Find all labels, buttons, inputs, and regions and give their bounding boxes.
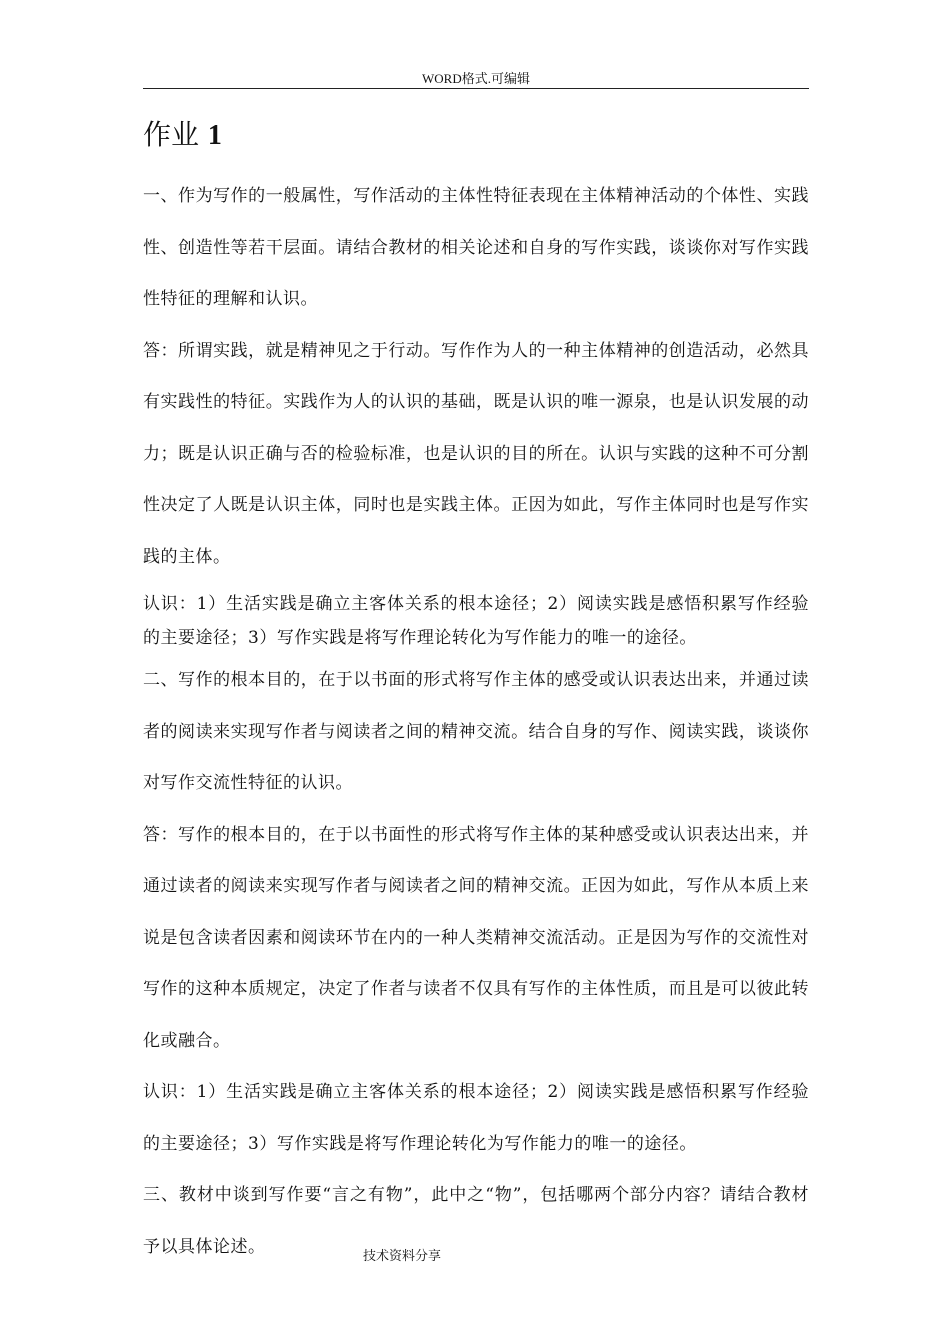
answer-2: 答：写作的根本目的，在于以书面性的形式将写作主体的某种感受或认识表达出来，并通过读者的阅读来实现写作者与阅读者之间的精神交流。正因为如此，写作从本质上来说是包含读者因素和阅读环节在内的一种人类精神交流活动。正是因为写作的交流性对写作的这种本质规定，决定了作者与读者不仅具有写作的主体性质，而且是可以彼此转化或融合。	[143, 824, 809, 1051]
understanding-2: 认识：1）生活实践是确立主客体关系的根本途径；2）阅读实践是感悟积累写作经验的主要途径；3）写作实践是将写作理论转化为写作能力的唯一的途径。	[143, 1082, 809, 1154]
page-title	[143, 110, 809, 161]
title-number: 1	[207, 120, 222, 151]
understanding-1: 认识：1）生活实践是确立主客体关系的根本途径；2）阅读实践是感悟积累写作经验的主要途径；3）写作实践是将写作理论转化为写作能力的唯一的途径。	[143, 594, 809, 648]
page-footer	[0, 1248, 804, 1266]
question-2: 二、写作的根本目的，在于以书面的形式将写作主体的感受或认识表达出来，并通过读者的阅读来实现写作者与阅读者之间的精神交流。结合自身的写作、阅读实践，谈谈你对写作交流性特征的认识。	[143, 670, 809, 793]
header-text: WORD格式.可编辑	[422, 71, 530, 86]
question-3: 三、教材中谈到写作要“言之有物”，此中之“物”，包括哪两个部分内容？请结合教材予以具体论述。	[143, 1185, 809, 1257]
question-1: 一、作为写作的一般属性，写作活动的主体性特征表现在主体精神活动的个体性、实践性、创造性等若干层面。请结合教材的相关论述和自身的写作实践，谈谈你对写作实践性特征的理解和认识。	[143, 186, 809, 309]
document-body	[143, 110, 809, 1273]
title-prefix: 作业	[143, 118, 200, 151]
page-header	[143, 70, 809, 89]
answer-1: 答：所谓实践，就是精神见之于行动。写作作为人的一种主体精神的创造活动，必然具有实践性的特征。实践作为人的认识的基础，既是认识的唯一源泉，也是认识发展的动力；既是认识正确与否的检验标准，也是认识的目的所在。认识与实践的这种不可分割性决定了人既是认识主体，同时也是实践主体。正因为如此，写作主体同时也是写作实践的主体。	[143, 340, 809, 567]
footer-text: 技术资料分享	[362, 1249, 441, 1264]
